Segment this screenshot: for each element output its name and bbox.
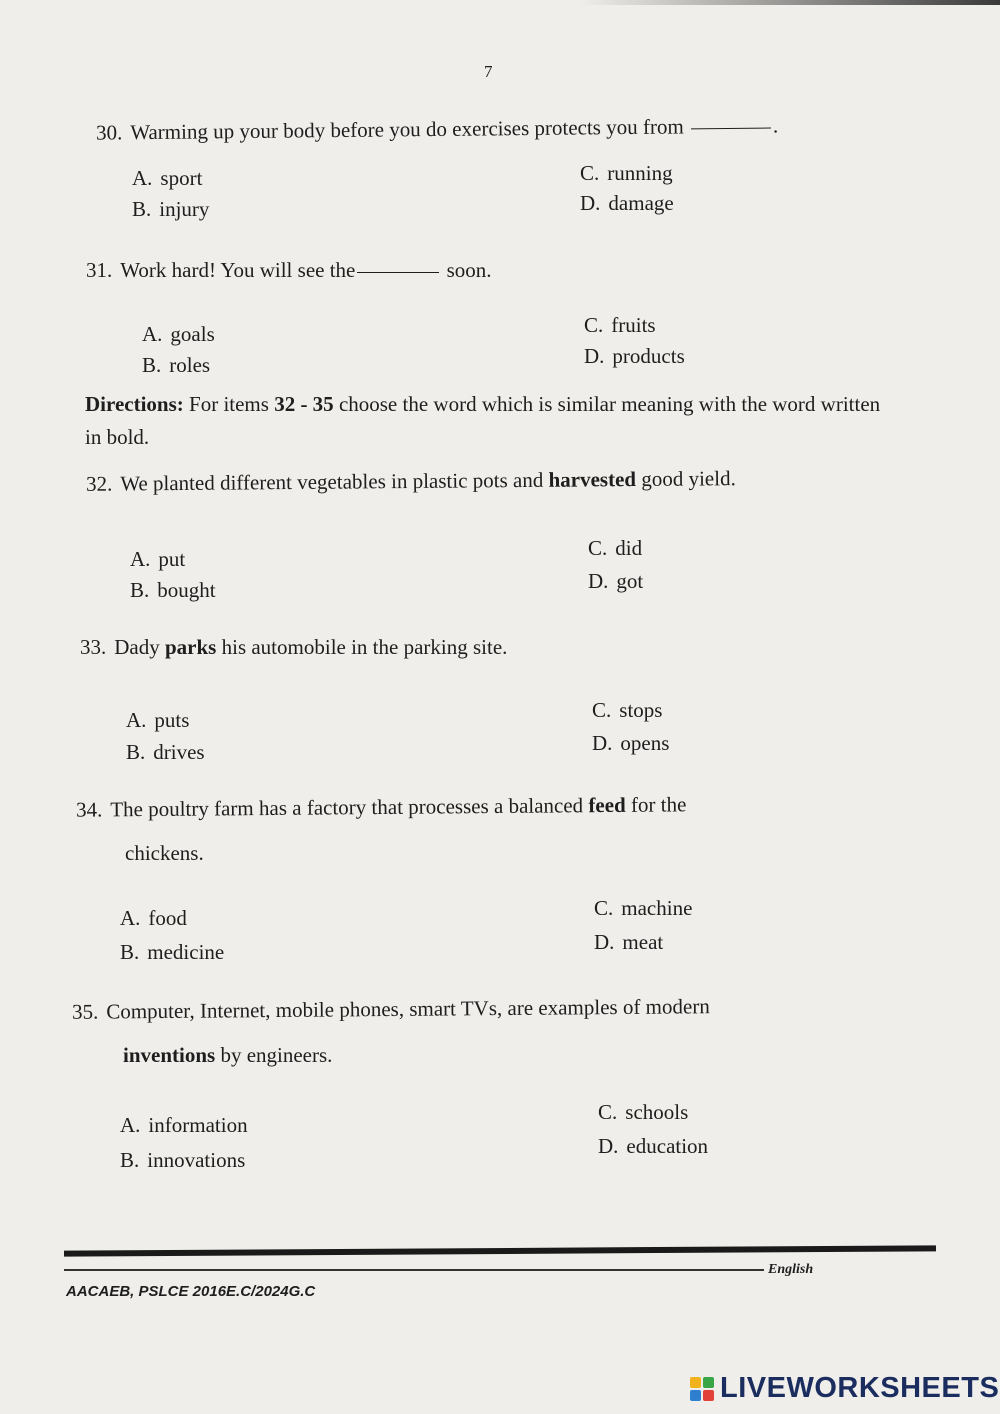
question-number: 34. bbox=[75, 797, 103, 822]
option-35-d[interactable] bbox=[598, 1134, 708, 1159]
option-text: medicine bbox=[147, 940, 225, 964]
option-letter: C. bbox=[598, 1100, 618, 1124]
option-33-a[interactable] bbox=[126, 708, 189, 733]
option-letter: B. bbox=[130, 578, 150, 602]
option-32-a[interactable] bbox=[130, 547, 185, 572]
question-text: Computer, Internet, mobile phones, smart TVs, are examples of modern bbox=[106, 994, 710, 1024]
option-letter: C. bbox=[584, 313, 604, 337]
question-number: 35. bbox=[71, 999, 99, 1024]
option-32-d[interactable] bbox=[588, 569, 643, 594]
option-letter: B. bbox=[142, 353, 162, 377]
directions bbox=[85, 388, 900, 453]
logo-square-yellow bbox=[690, 1377, 701, 1388]
option-text: products bbox=[612, 344, 685, 368]
option-34-c[interactable] bbox=[594, 896, 692, 921]
option-35-a[interactable] bbox=[120, 1113, 248, 1138]
option-letter: B. bbox=[120, 940, 140, 964]
option-34-b[interactable] bbox=[120, 940, 224, 965]
option-text: sport bbox=[160, 166, 203, 190]
option-letter: C. bbox=[580, 161, 600, 185]
question-number: 31. bbox=[86, 258, 113, 282]
option-letter: C. bbox=[592, 698, 612, 722]
option-31-c[interactable] bbox=[584, 313, 656, 338]
question-text-after: by engineers. bbox=[220, 1043, 333, 1067]
logo-square-blue bbox=[690, 1390, 701, 1401]
option-text: goals bbox=[170, 322, 215, 346]
question-35-line2 bbox=[123, 1044, 332, 1067]
option-32-b[interactable] bbox=[130, 578, 216, 603]
option-31-b[interactable] bbox=[142, 353, 210, 378]
option-text: injury bbox=[159, 197, 210, 221]
option-letter: C. bbox=[594, 896, 614, 920]
option-text: schools bbox=[625, 1100, 689, 1124]
option-text: food bbox=[148, 906, 187, 930]
question-35 bbox=[72, 995, 710, 1024]
question-32 bbox=[86, 467, 736, 496]
question-text-before: We planted different vegetables in plastic pots and bbox=[120, 467, 544, 496]
directions-range: 32 - 35 bbox=[274, 392, 334, 416]
option-34-d[interactable] bbox=[594, 930, 663, 955]
option-letter: A. bbox=[126, 708, 147, 732]
directions-label: Directions: bbox=[85, 392, 184, 416]
question-text-after: for the bbox=[630, 792, 687, 817]
option-30-a[interactable] bbox=[132, 166, 202, 191]
question-bold-word: feed bbox=[588, 792, 626, 818]
footer-rule-thin bbox=[64, 1269, 764, 1271]
option-letter: B. bbox=[126, 740, 146, 764]
option-35-c[interactable] bbox=[598, 1100, 688, 1125]
question-bold-word: inventions bbox=[123, 1043, 216, 1067]
question-number: 30. bbox=[95, 120, 123, 145]
logo-square-green bbox=[703, 1377, 714, 1388]
question-number: 32. bbox=[85, 471, 113, 496]
option-text: opens bbox=[620, 731, 670, 755]
option-33-c[interactable] bbox=[592, 698, 662, 723]
option-text: meat bbox=[622, 930, 664, 954]
option-35-b[interactable] bbox=[120, 1148, 245, 1173]
option-text: drives bbox=[153, 740, 205, 764]
footer-subject: English bbox=[768, 1262, 814, 1277]
option-31-d[interactable] bbox=[584, 344, 685, 369]
question-text-after: soon. bbox=[446, 258, 492, 282]
liveworksheets-grid-icon bbox=[690, 1377, 714, 1401]
question-text-before: Dady bbox=[114, 635, 160, 659]
question-text-after: good yield. bbox=[641, 466, 736, 491]
option-letter: B. bbox=[120, 1148, 140, 1172]
page-number: 7 bbox=[484, 62, 493, 81]
option-text: roles bbox=[169, 353, 211, 377]
question-text-before: Work hard! You will see the bbox=[120, 258, 356, 282]
option-text: fruits bbox=[611, 313, 656, 337]
page-edge-shadow bbox=[580, 0, 1000, 5]
liveworksheets-wordmark: LIVEWORKSHEETS bbox=[720, 1372, 1000, 1404]
question-33 bbox=[80, 636, 507, 659]
option-34-a[interactable] bbox=[120, 906, 187, 931]
question-31 bbox=[86, 259, 492, 282]
option-letter: A. bbox=[142, 322, 163, 346]
option-text: stops bbox=[619, 698, 663, 722]
option-text: put bbox=[158, 547, 186, 571]
logo-square-red bbox=[703, 1390, 714, 1401]
option-letter: A. bbox=[120, 1113, 141, 1137]
option-letter: A. bbox=[130, 547, 151, 571]
answer-blank[interactable] bbox=[691, 128, 771, 130]
liveworksheets-logo[interactable] bbox=[690, 1372, 999, 1405]
option-text: information bbox=[148, 1113, 248, 1137]
option-31-a[interactable] bbox=[142, 322, 215, 347]
option-letter: D. bbox=[594, 930, 615, 954]
option-text: damage bbox=[608, 191, 674, 215]
option-text: puts bbox=[154, 708, 190, 732]
option-32-c[interactable] bbox=[588, 536, 642, 561]
option-letter: C. bbox=[588, 536, 608, 560]
answer-blank[interactable] bbox=[357, 272, 439, 273]
question-number: 33. bbox=[80, 635, 107, 659]
question-30 bbox=[96, 114, 778, 144]
option-text: got bbox=[616, 569, 644, 593]
option-text: machine bbox=[621, 896, 693, 920]
question-34-line2: chickens. bbox=[125, 841, 204, 865]
option-text: running bbox=[607, 161, 673, 185]
option-text: education bbox=[626, 1134, 709, 1158]
option-letter: D. bbox=[584, 344, 605, 368]
footer-rule-thick bbox=[64, 1245, 936, 1256]
question-text-after: his automobile in the parking site. bbox=[221, 635, 508, 659]
question-bold-word: harvested bbox=[548, 467, 637, 492]
option-letter: B. bbox=[132, 197, 152, 221]
question-suffix: . bbox=[772, 113, 779, 138]
question-text-before: The poultry farm has a factory that processes a balanced bbox=[110, 793, 584, 822]
option-text: innovations bbox=[147, 1148, 246, 1172]
directions-text-before: For items bbox=[189, 392, 269, 416]
question-bold-word: parks bbox=[165, 635, 217, 659]
question-34 bbox=[76, 793, 687, 821]
option-33-b[interactable] bbox=[126, 740, 205, 765]
option-letter: A. bbox=[120, 906, 141, 930]
directions-text-after: choose the word which is similar meaning with the word written in bold. bbox=[85, 392, 881, 449]
option-letter: D. bbox=[598, 1134, 619, 1158]
option-text: bought bbox=[157, 578, 216, 602]
option-letter: D. bbox=[580, 191, 601, 215]
option-letter: D. bbox=[592, 731, 613, 755]
option-33-d[interactable] bbox=[592, 731, 669, 756]
option-30-c[interactable] bbox=[580, 161, 673, 186]
option-letter: A. bbox=[132, 166, 153, 190]
footer-exam-code: AACAEB, PSLCE 2016E.C/2024G.C bbox=[66, 1283, 316, 1300]
option-30-d[interactable] bbox=[580, 191, 674, 216]
option-text: did bbox=[615, 536, 643, 560]
option-letter: D. bbox=[588, 569, 609, 593]
question-text: Warming up your body before you do exercises protects you from bbox=[130, 114, 684, 145]
option-30-b[interactable] bbox=[132, 197, 209, 222]
